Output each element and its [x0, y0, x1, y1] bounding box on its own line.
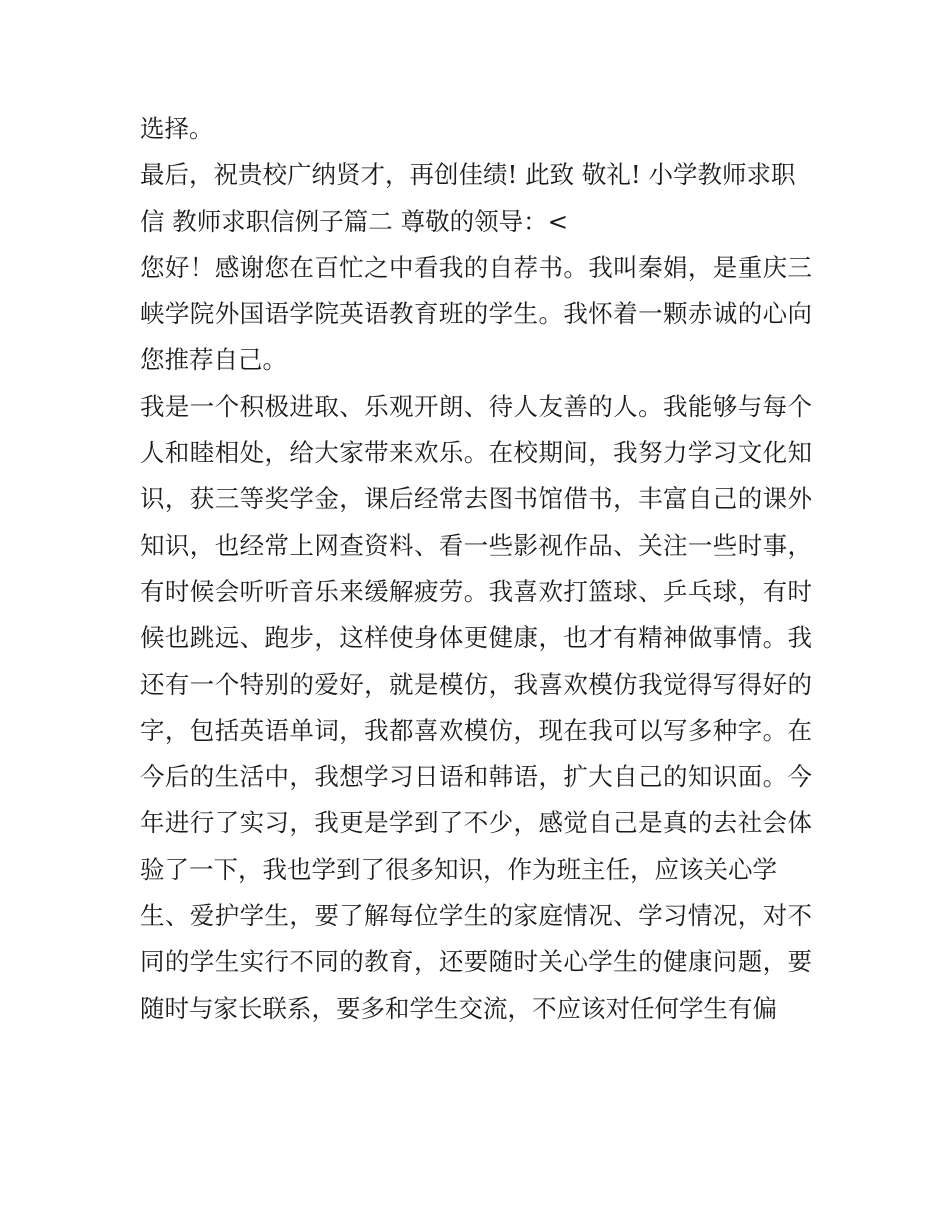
letter-body [140, 106, 812, 1032]
text-line-10: 知识，也经常上网查资料、看一些影视作品、关注一些时事， [140, 530, 812, 560]
text-line-9: 识，获三等奖学金，课后经常去图书馆借书，丰富自己的课外 [140, 484, 812, 514]
text-line-15: 今后的生活中，我想学习日语和韩语，扩大自己的知识面。今 [140, 762, 812, 792]
text-line-11: 有时候会听听音乐来缓解疲劳。我喜欢打篮球、乒乓球，有时 [140, 576, 812, 606]
text-line-19: 同的学生实行不同的教育，还要随时关心学生的健康问题，要 [140, 947, 812, 977]
text-line-5: 峡学院外国语学院英语教育班的学生。我怀着一颗赤诚的心向 [140, 299, 812, 329]
text-line-2: 最后，祝贵校广纳贤才，再创佳绩! 此致 敬礼! 小学教师求职 [140, 160, 796, 190]
text-line-14: 字，包括英语单词，我都喜欢模仿，现在我可以写多种字。在 [140, 715, 812, 745]
text-line-8: 人和睦相处，给大家带来欢乐。在校期间，我努力学习文化知 [140, 438, 812, 468]
text-line-20: 随时与家长联系，要多和学生交流，不应该对任何学生有偏 [140, 993, 777, 1023]
text-line-17: 验了一下，我也学到了很多知识，作为班主任，应该关心学 [140, 854, 777, 884]
text-line-18: 生、爱护学生，要了解每位学生的家庭情况、学习情况，对不 [140, 901, 812, 931]
text-line-4: 您好！感谢您在百忙之中看我的自荐书。我叫秦娟，是重庆三 [140, 252, 812, 282]
text-line-3: 信 教师求职信例子篇二 尊敬的领导：< [140, 206, 569, 236]
text-line-16: 年进行了实习，我更是学到了不少，感觉自己是真的去社会体 [140, 808, 812, 838]
text-line-1: 选择。 [140, 114, 214, 143]
text-line-12: 候也跳远、跑步，这样使身体更健康，也才有精神做事情。我 [140, 623, 812, 653]
text-line-6: 您推荐自己。 [140, 345, 287, 375]
text-line-13: 还有一个特别的爱好，就是模仿，我喜欢模仿我觉得写得好的 [140, 669, 812, 699]
text-line-7: 我是一个积极进取、乐观开朗、待人友善的人。我能够与每个 [140, 391, 812, 421]
